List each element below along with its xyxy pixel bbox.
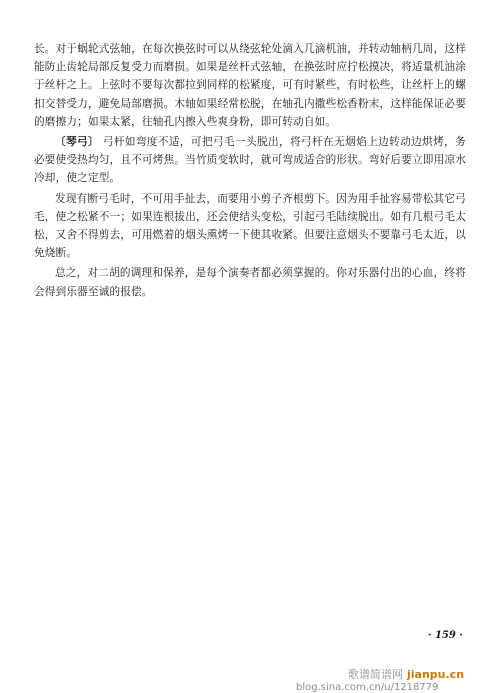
paragraph-1 — [34, 40, 466, 131]
paragraph-2-text: 弓杆如弯度不适，可把弓毛一头脱出，将弓杆在无烟焰上边转动边烘烤，务必要使受热均匀，且不可烤焦。当竹质变软时，就可弯成适合的形状。弯好后要立即用凉水冷却，使之定型。 — [34, 136, 466, 185]
watermark-blog-url: blog.sina.com.cn/u/1218779 — [296, 682, 439, 693]
paragraph-3 — [34, 190, 466, 263]
watermark-site-url: jianpu.cn — [407, 668, 465, 681]
body-text — [34, 40, 466, 301]
paragraph-2 — [34, 133, 466, 188]
watermark-site — [348, 666, 488, 682]
paragraph-1-text: 长。对于蜗轮式弦轴，在每次换弦时可以从绕弦轮处滴入几滴机油，并转动轴柄几周，这样能防止齿轮局部反复受力而磨损。如果是丝杆式弦轴，在换弦时应拧松摸决，将适量机油涂于丝杆之上。上弦时不要每次都拉到同样的松紧度，可有时紧些，有时松些，让丝杆上的螺扣交替受力，避免局部磨损。木轴如果经常松脱，在轴孔内撒些松香粉末，这样能保证必要的磨擦力；如果太紧，往轴孔内擦入些爽身粉，即可转动自如。 — [34, 43, 466, 128]
paragraph-3-text: 发现有断弓毛时，不可用手扯去，而要用小剪子齐根剪下。因为用手扯容易带松其它弓毛，使之松紧不一；如果连根拔出，还会使结头变松，引起弓毛陆续脱出。如有几根弓毛太松，又舍不得剪去，可用燃着的烟头熏烤一下使其收紧。但要注意烟头不要靠弓毛太近，以免烧断。 — [34, 192, 466, 260]
section-tag-bow: 〔琴弓〕 — [55, 136, 100, 149]
watermark-site-name: 歌谱简谱网 — [348, 668, 403, 681]
watermark — [296, 666, 488, 693]
paragraph-4 — [34, 264, 466, 300]
paragraph-4-text: 总之，对二胡的调理和保养，是每个演奏者都必须掌握的。你对乐器付出的心血，终将会得到乐器至诚的报偿。 — [34, 267, 466, 298]
page-number: · 159 · — [428, 630, 463, 641]
